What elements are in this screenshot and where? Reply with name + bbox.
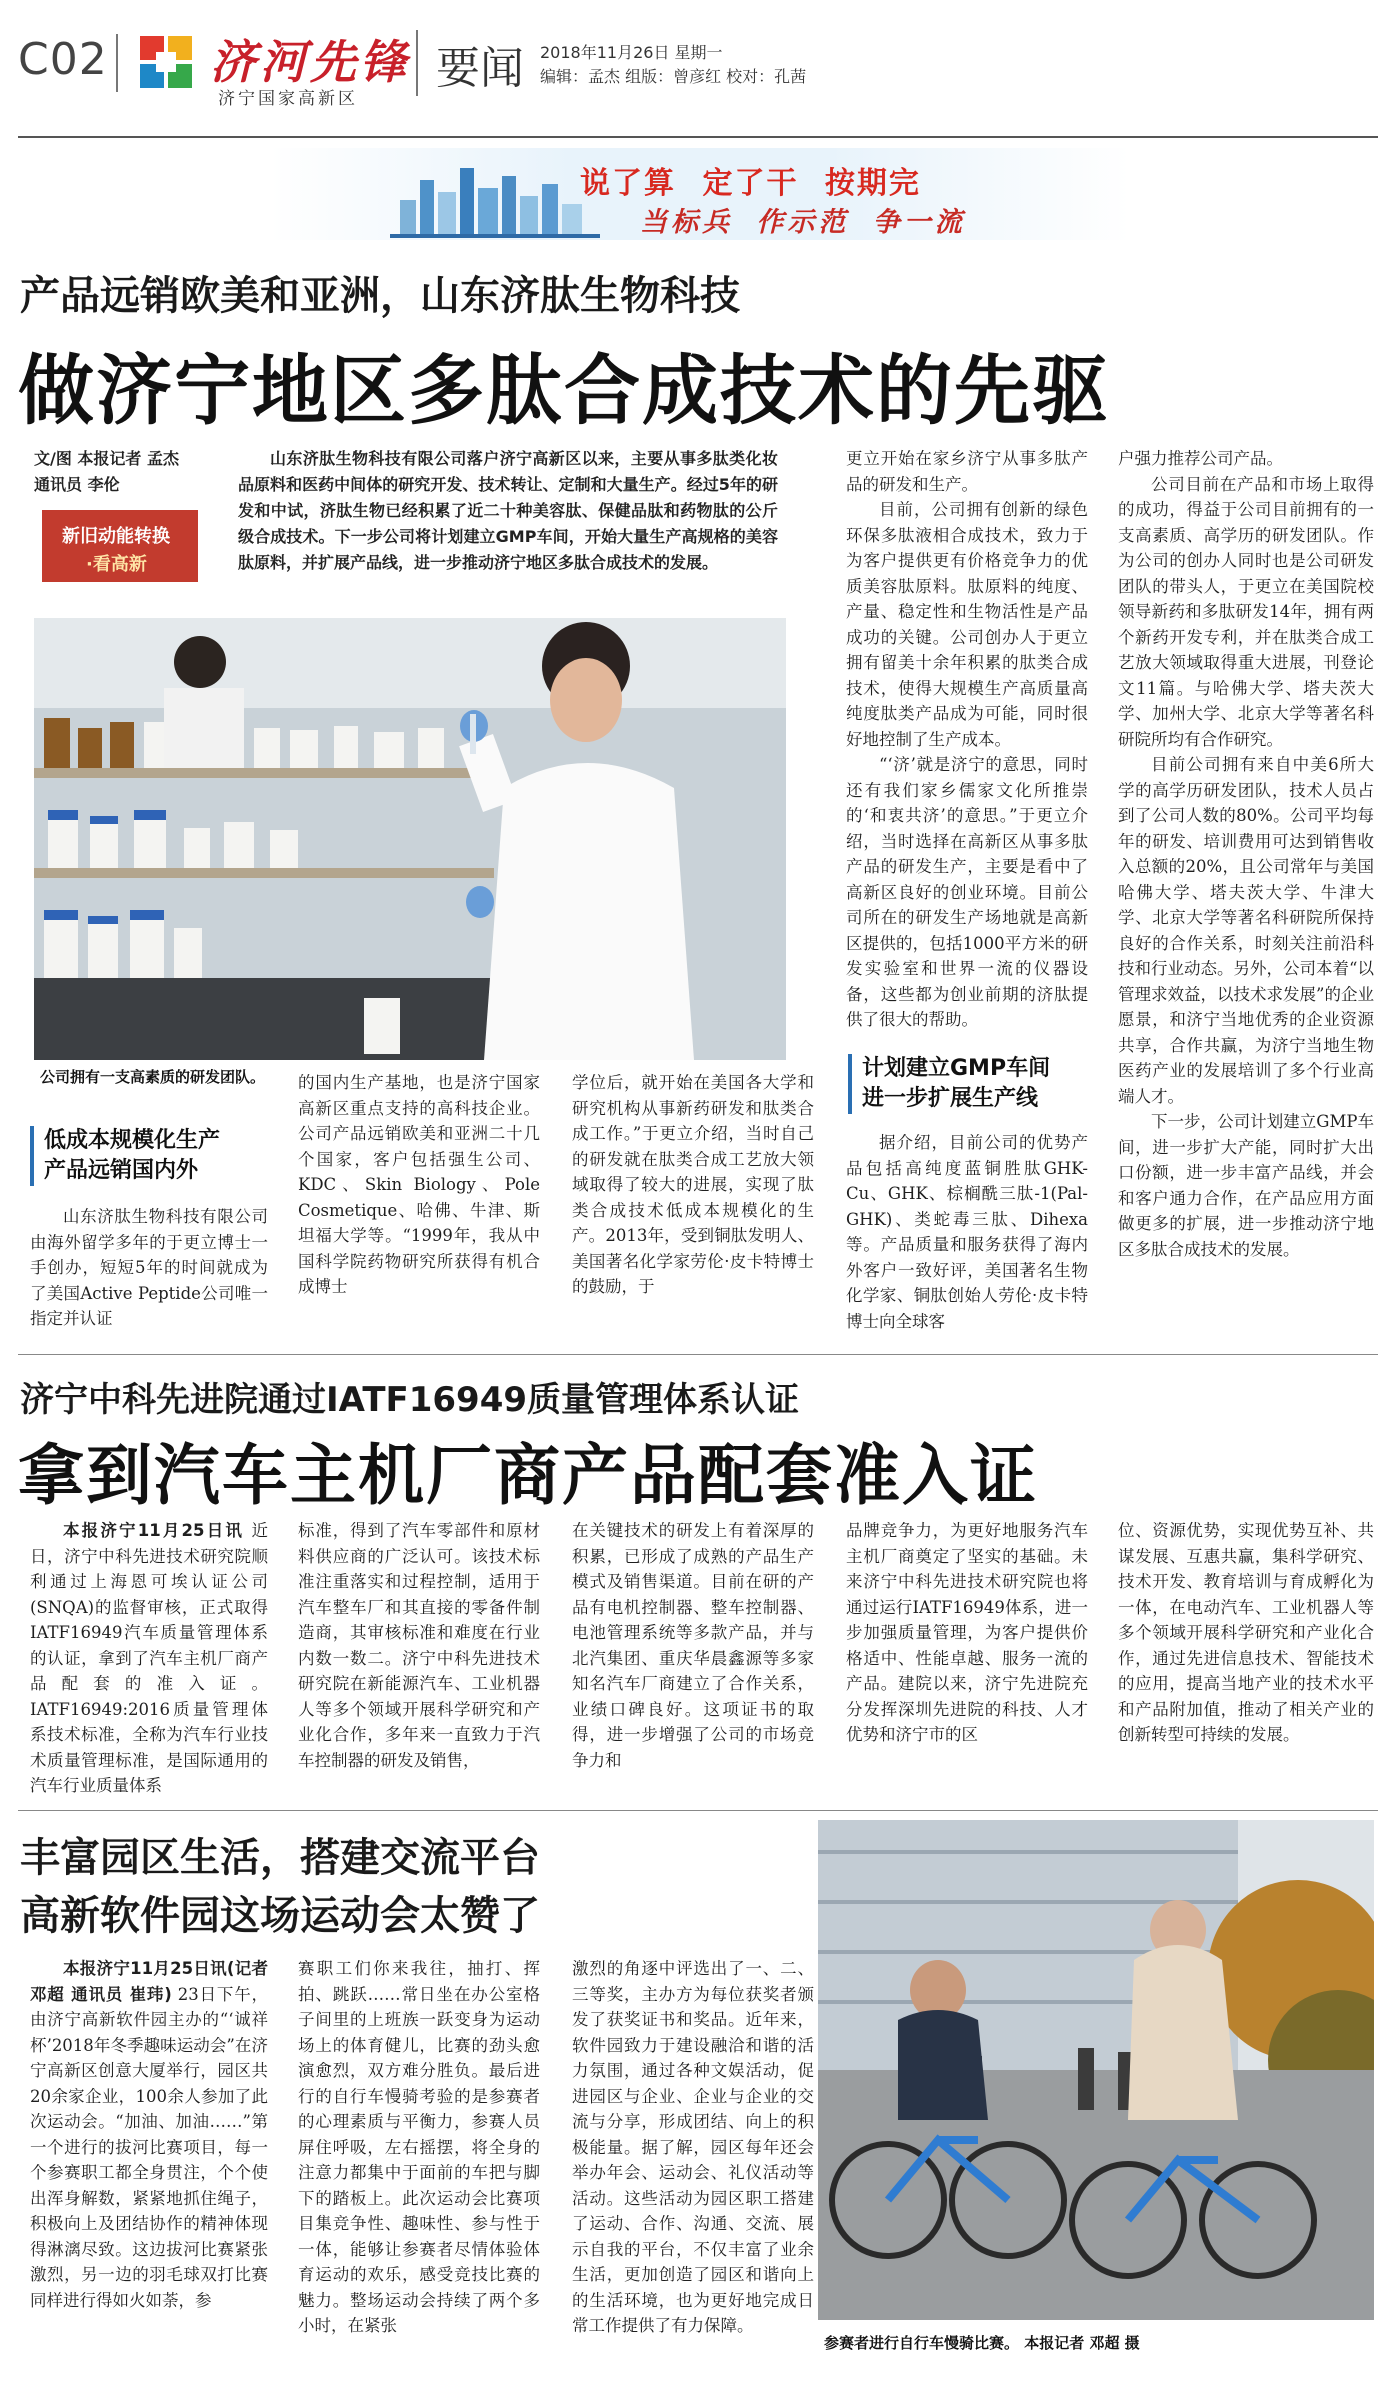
divider (116, 34, 118, 92)
header-rule (18, 136, 1378, 138)
article2-column-3: 在关键技术的研发上有着深厚的积累，已形成了成熟的产品生产模式及销售渠道。目前在研的产品有电机控制器、整车控制器、电池管理系统等多款产品，并与北汽集团、重庆华晨鑫源等多家知名汽车厂商建立了合作关系，业绩口碑良好。这项证书的取得，进一步增强了公司的市场竞争力和 (572, 1521, 814, 1770)
badge-sublabel: ·看高新 (86, 554, 147, 575)
article1-column-4 (846, 446, 1088, 1033)
article2-column-1 (30, 1518, 268, 1799)
photo-caption: 参赛者进行自行车慢骑比赛。 本报记者 邓超 摄 (824, 2334, 1140, 2352)
paragraph: “‘济’就是济宁的意思，同时还有我们家乡儒家文化所推崇的‘和衷共济’的意思。”于更立介绍，当时选择在高新区从事多肽产品的研发生产，主要是看中了高新区良好的创业环境。目前公司所在的研发生产场地就是高新区提供的，包括1000平方米的研发实验室和世界一流的仪器设备，这些都为创业前期的济肽提供了很大的帮助。 (846, 755, 1088, 1029)
article3-column-2: 赛职工们你来我往，抽打、挥拍、跳跃……常日坐在办公室格子间里的上班族一跃变身为运动场上的体育健儿，比赛的劲头愈演愈烈，双方难分胜负。最后进行的自行车慢骑考验的是参赛者的心理素质与平衡力，参赛人员屏住呼吸，左右摇摆，将全身的注意力都集中于面前的车把与脚下的踏板上。此次运动会比赛项目集竞争性、趣味性、参与性于一体，能够让参赛者尽情体验体育运动的欢乐，感受竞技比赛的魅力。整场运动会持续了两个多小时，在紧张 (298, 1959, 540, 2335)
banner-slogan-script: 当标兵 作示范 争一流 (640, 207, 966, 238)
article2-column-2: 标准，得到了汽车零部件和原材料供应商的广泛认可。该技术标准注重落实和过程控制，适用于汽车整车厂和其直接的零备件制造商，其审核标准和难度在行业内数一数二。济宁中科先进技术研究院在新能源汽车、工业机器人等多个领域开展科学研究和产业化合作，多年来一直致力于汽车控制器的研发及销售， (298, 1521, 540, 1770)
article3-column-1 (30, 1956, 268, 2313)
article1-headline: 做济宁地区多肽合成技术的先驱 (18, 346, 1110, 435)
article1-column-1: 山东济肽生物科技有限公司由海外留学多年的于更立博士一手创办，短短5年的时间就成为了美国Active Peptide公司唯一指定并认证 (30, 1207, 268, 1328)
section-rule (18, 1354, 1378, 1355)
article1-lead: 山东济肽生物科技有限公司落户济宁高新区以来，主要从事多肽类化妆品原料和医药中间体的研究开发、技术转让、定制和大量生产。经过5年的研发和中试，济肽生物已经积累了近二十种美容肽、保健品肽和药物肽的公斤级合成技术。下一步公司将计划建立GMP车间，开始大量生产高规格的美容肽原料，并扩展产品线，进一步推动济宁地区多肽合成技术的发展。 (238, 449, 778, 572)
staff-line: 编辑：孟杰 组版：曾彦红 校对：孔茜 (540, 67, 807, 86)
logo-icon (138, 34, 194, 90)
page-number: C02 (18, 34, 108, 85)
subheading: 计划建立GMP车间 进一步扩展生产线 (848, 1054, 1084, 1114)
photo-caption: 公司拥有一支高素质的研发团队。 (40, 1068, 266, 1086)
article2-kicker: 济宁中科先进院通过IATF16949质量管理体系认证 (20, 1380, 800, 1420)
article1-column-2: 的国内生产基地，也是济宁国家高新区重点支持的高科技企业。公司产品远销欧美和亚洲二十几个国家，客户包括强生公司、KDC、Skin Biology、Pole Cosmetique、哈佛、牛津、斯坦福大学等。“1999年，我从中国科学院药物研究所获得有机合成博士 (298, 1073, 540, 1296)
article2-headline: 拿到汽车主机厂商产品配套准入证 (18, 1437, 1038, 1514)
article3-kicker: 丰富园区生活，搭建交流平台 (20, 1835, 540, 1881)
paragraph: 23日下午，由济宁高新软件园主办的“‘诚祥杯’2018年冬季趣味运动会”在济宁高新区创意大厦举行，园区共20余家企业，100余人参加了此次运动会。“加油、加油……”第一个进行的拔河比赛项目，每一个参赛职工都全身贯注，个个使出浑身解数，紧紧地抓住绳子，积极向上及团结协作的精神体现得淋漓尽致。这边拔河比赛紧张激烈，另一边的羽毛球双打比赛同样进行得如火如荼，参 (30, 1984, 268, 2310)
subheading: 低成本规模化生产 产品远销国内外 (30, 1126, 262, 1186)
article1-kicker: 产品远销欧美和亚洲，山东济肽生物科技 (20, 273, 740, 319)
city-skyline-icon (390, 160, 600, 238)
paragraph: 更立开始在家乡济宁从事多肽产品的研发和生产。 (846, 449, 1088, 494)
article3-headline: 高新软件园这场运动会太赞了 (20, 1893, 540, 1939)
paragraph: 近日，济宁中科先进技术研究院顺利通过上海恩可埃认证公司(SNQA)的监督审核，正式取得IATF16949汽车质量管理体系的认证，拿到了汽车主机厂商产品配套的准入证。IATF16949:2016质量管理体系技术标准，全称为汽车行业技术质量管理标准，是国际通用的汽车行业质量体系 (30, 1521, 268, 1795)
article1-column-4-cont: 据介绍，目前公司的优势产品包括高纯度蓝铜胜肽GHK-Cu、GHK、棕榈酰三肽-1(Pal-GHK)、类蛇毒三肽、Dihexa等。产品质量和服务获得了海内外客户一致好评，美国著名生物化学家、铜肽创始人劳伦·皮卡特博士向全球客 (846, 1133, 1088, 1331)
paragraph: 下一步，公司计划建立GMP车间，进一步扩大产能，同时扩大出口份额，进一步丰富产品线，并会和客户通力合作，在产品应用方面做更多的扩展，进一步推动济宁地区多肽合成技术的发展。 (1118, 1112, 1374, 1259)
paragraph: 目前，公司拥有创新的绿色环保多肽液相合成技术，致力于为客户提供更有价格竞争力的优质美容肽原料。肽原料的纯度、产量、稳定性和生物活性是产品成功的关键。公司创办人于更立拥有留美十余年积累的肽类合成技术，使得大规模生产高质量高纯度肽类产品成为可能，同时很好地控制了生产成本。 (846, 500, 1088, 749)
badge-label: 新旧动能转换 (62, 526, 170, 547)
paragraph: 户强力推荐公司产品。 (1118, 449, 1283, 468)
cycling-photo-image (818, 1820, 1374, 2320)
article2-column-4: 品牌竞争力，为更好地服务汽车主机厂商奠定了坚实的基础。未来济宁中科先进技术研究院也将通过运行IATF16949体系，进一步加强质量管理，为客户提供价格适中、性能卓越、服务一流的产品。建院以来，济宁先进院充分发挥深圳先进院的科技、人才优势和济宁市的区 (846, 1521, 1088, 1744)
article1-column-5 (1118, 446, 1374, 1262)
article1-byline: 文/图 本报记者 孟杰 (34, 449, 179, 468)
slogan-banner (270, 148, 1130, 240)
column-badge (42, 510, 198, 582)
article1-byline2: 通讯员 李伦 (34, 475, 120, 494)
article1-column-3: 学位后，就开始在美国各大学和研究机构从事新药研发和肽类合成工作。”于更立介绍，当时自己的研发就在肽类合成工艺放大领域取得了较大的进展，实现了肽类合成技术低成本规模化的生产。2013年，受到铜肽发明人、美国著名化学家劳伦·皮卡特博士的鼓励，于 (572, 1073, 814, 1296)
paragraph: 公司目前在产品和市场上取得的成功，得益于公司目前拥有的一支高素质、高学历的研发团队。作为公司的创办人同时也是公司研发团队的带头人，于更立在美国院校领导新药和多肽研发14年，拥有两个新药开发专利，并在肽类合成工艺放大领域取得重大进展，刊登论文11篇。与哈佛大学、塔夫茨大学、加州大学、北京大学等著名科研院所均有合作研究。 (1118, 474, 1374, 749)
paragraph: 目前公司拥有来自中美6所大学的高学历研发团队，技术人员占到了公司人数的80%。公司平均每年的研发、培训费用可达到销售收入总额的20%，且公司常年与美国哈佛大学、塔夫茨大学、牛津大学、北京大学等著名科研院所保持良好的合作关系，时刻关注前沿科技和行业动态。另外，公司本着“以管理求效益，以技术求发展”的企业愿景，和济宁当地优秀的企业资源共享，合作共赢，为济宁当地生物医药产业的发展培训了多个行业高端人才。 (1118, 755, 1374, 1106)
lab-photo-image (34, 618, 786, 1060)
divider (416, 30, 418, 96)
logo-name: 济河先锋 (210, 35, 410, 89)
date-line: 2018年11月26日 星期一 (540, 43, 723, 62)
dateline: 本报济宁11月25日讯(记者 邓超 通讯员 崔玮) (30, 1959, 268, 2004)
article2-column-5: 位、资源优势，实现优势互补、共谋发展、互惠共赢，集科学研究、技术开发、教育培训与育成孵化为一体，在电动汽车、工业机器人等多个领域开展科学研究和产业化合作，通过先进信息技术、智能技术的应用，提高当地产业的技术水平和产品附加值，推动了相关产业的创新转型可持续的发展。 (1118, 1521, 1374, 1744)
section-title: 要闻 (436, 43, 524, 94)
cycling-photo (818, 1820, 1374, 2320)
dateline: 本报济宁11月25日讯 (63, 1521, 245, 1540)
lab-photo (34, 618, 786, 1060)
banner-slogan: 说了算 定了干 按期完 (580, 166, 921, 201)
logo-subtitle: 济宁国家高新区 (218, 89, 358, 109)
section-rule (18, 1810, 1378, 1811)
article3-column-3: 激烈的角逐中评选出了一、二、三等奖，主办方为每位获奖者颁发了获奖证书和奖品。近年来，软件园致力于建设融洽和谐的活力氛围，通过各种文娱活动，促进园区与企业、企业与企业的交流与分享，形成团结、向上的积极能量。据了解，园区每年还会举办年会、运动会、礼仪活动等活动。这些活动为园区职工搭建了运动、合作、沟通、交流、展示自我的平台，不仅丰富了业余生活，更加创造了园区和谐向上的生活环境，也为更好地完成日常工作提供了有力保障。 (572, 1959, 814, 2335)
